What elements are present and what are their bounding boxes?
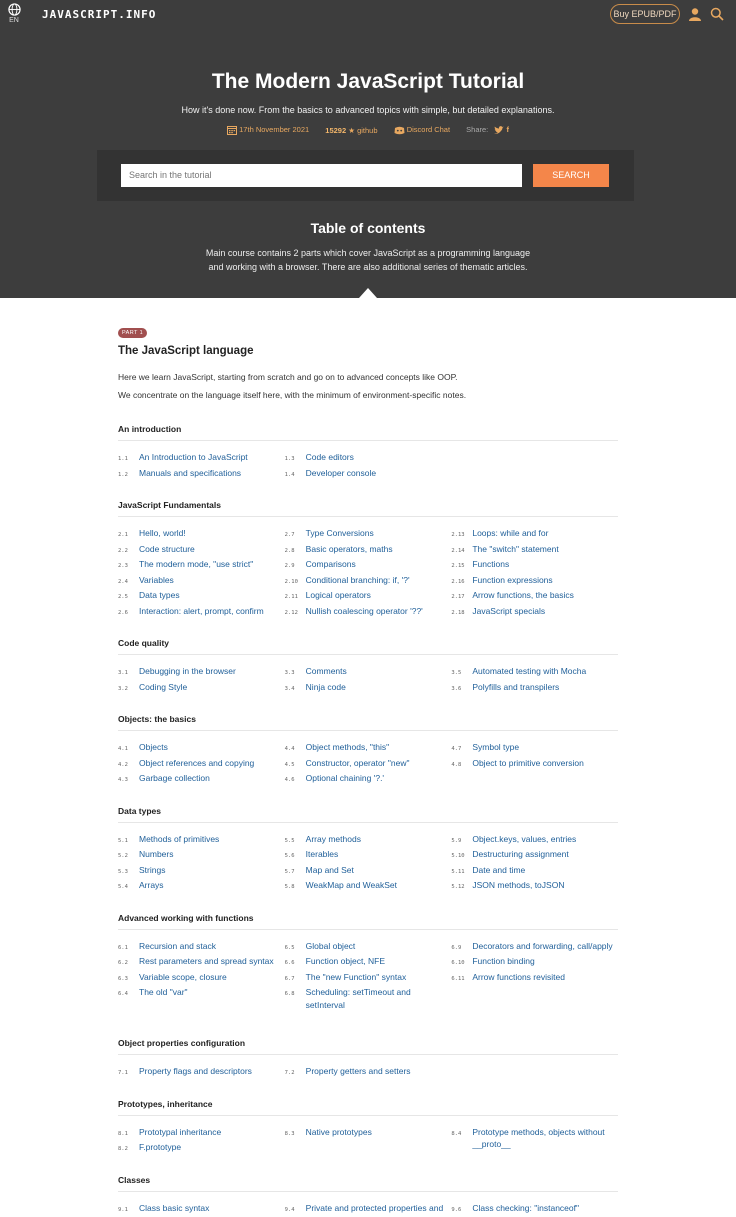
lesson-number: 5.3 <box>118 864 139 879</box>
discord-icon <box>394 126 405 135</box>
lesson-columns <box>118 1192 618 1217</box>
lesson-link[interactable]: The modern mode, "use strict" <box>139 558 282 573</box>
lesson-item <box>451 605 618 620</box>
lesson-number: 6.2 <box>118 955 139 970</box>
lesson-link[interactable]: WeakMap and WeakSet <box>306 879 449 894</box>
lesson-columns <box>118 441 618 482</box>
lesson-link[interactable]: Property getters and setters <box>306 1065 449 1080</box>
chapter-section <box>118 714 618 788</box>
lesson-item <box>451 971 618 986</box>
lesson-number: 3.3 <box>285 665 306 680</box>
buy-epub-button[interactable]: Buy EPUB/PDF <box>610 4 680 24</box>
lesson-number: 1.1 <box>118 451 139 466</box>
lesson-item <box>118 879 285 894</box>
lesson-number: 4.3 <box>118 772 139 787</box>
lesson-link[interactable]: Property flags and descriptors <box>139 1065 282 1080</box>
calendar-icon <box>227 125 237 135</box>
lesson-link[interactable]: Constructor, operator "new" <box>306 757 449 772</box>
lesson-column <box>451 1202 618 1217</box>
lesson-number: 5.11 <box>451 864 472 879</box>
lesson-link[interactable]: Interaction: alert, prompt, confirm <box>139 605 282 620</box>
lesson-link[interactable]: Object to primitive conversion <box>472 757 615 772</box>
lesson-number: 6.3 <box>118 971 139 986</box>
lesson-column <box>118 833 285 895</box>
lesson-link[interactable]: Arrow functions revisited <box>472 971 615 986</box>
lesson-link[interactable]: Symbol type <box>472 741 615 756</box>
lesson-column <box>285 741 452 788</box>
lesson-link[interactable]: Ninja code <box>306 681 449 696</box>
chapter-section <box>118 1175 618 1217</box>
chapter-title[interactable]: Object properties configuration <box>118 1038 618 1055</box>
star-icon: ★ <box>348 126 355 135</box>
lesson-column <box>118 940 285 1013</box>
github-label: github <box>357 126 377 135</box>
lesson-item <box>118 467 285 482</box>
lesson-item <box>285 681 452 696</box>
star-count: 15292 <box>325 126 346 135</box>
lesson-number: 2.9 <box>285 558 306 573</box>
lesson-number: 4.7 <box>451 741 472 756</box>
language-switcher[interactable] <box>7 3 21 24</box>
lesson-number: 2.7 <box>285 527 306 542</box>
lesson-item <box>118 543 285 558</box>
lesson-link[interactable]: Destructuring assignment <box>472 848 615 863</box>
lesson-number: 9.1 <box>118 1202 139 1217</box>
chapter-section <box>118 638 618 696</box>
twitter-icon[interactable] <box>494 126 504 135</box>
lesson-column <box>451 665 618 696</box>
lesson-column <box>118 527 285 620</box>
lesson-item <box>118 681 285 696</box>
lesson-item <box>451 681 618 696</box>
lesson-number: 5.10 <box>451 848 472 863</box>
lesson-number: 2.14 <box>451 543 472 558</box>
chapter-title[interactable]: Advanced working with functions <box>118 913 618 930</box>
lesson-item <box>118 1065 285 1080</box>
lesson-item <box>118 772 285 787</box>
lesson-item <box>285 527 452 542</box>
lesson-number: 5.9 <box>451 833 472 848</box>
lesson-item <box>285 589 452 604</box>
lesson-columns <box>118 1055 618 1081</box>
lesson-number: 2.17 <box>451 589 472 604</box>
language-label: EN <box>7 17 21 24</box>
lesson-number: 3.4 <box>285 681 306 696</box>
lesson-item <box>118 665 285 680</box>
lesson-link[interactable]: Map and Set <box>306 864 449 879</box>
lesson-column <box>285 1126 452 1157</box>
chapter-section <box>118 806 618 895</box>
lesson-column <box>118 1202 285 1217</box>
lesson-link[interactable]: Prototype methods, objects without __proto__ <box>472 1126 615 1151</box>
lesson-number: 8.3 <box>285 1126 306 1141</box>
lesson-columns <box>118 731 618 788</box>
lesson-number: 4.8 <box>451 757 472 772</box>
lesson-column <box>451 1126 618 1157</box>
lesson-item <box>285 451 452 466</box>
lesson-item <box>118 848 285 863</box>
search-icon[interactable] <box>710 7 724 21</box>
lesson-item <box>451 543 618 558</box>
lesson-item <box>451 574 618 589</box>
lesson-link[interactable]: Loops: while and for <box>472 527 615 542</box>
lesson-item <box>118 971 285 986</box>
lesson-link[interactable]: Recursion and stack <box>139 940 282 955</box>
lesson-number: 4.2 <box>118 757 139 772</box>
lesson-number: 2.2 <box>118 543 139 558</box>
lesson-number: 4.4 <box>285 741 306 756</box>
lesson-number: 1.3 <box>285 451 306 466</box>
lesson-number: 2.3 <box>118 558 139 573</box>
lesson-link[interactable]: Scheduling: setTimeout and setInterval <box>306 986 449 1011</box>
lesson-column <box>451 1065 618 1081</box>
lesson-number: 2.12 <box>285 605 306 620</box>
lesson-columns <box>118 1116 618 1157</box>
lesson-column <box>285 1065 452 1081</box>
lesson-item <box>285 971 452 986</box>
lesson-item <box>118 451 285 466</box>
lesson-number: 1.4 <box>285 467 306 482</box>
lesson-number: 5.8 <box>285 879 306 894</box>
lesson-number: 9.6 <box>451 1202 472 1217</box>
lesson-item <box>118 527 285 542</box>
lesson-link[interactable]: F.prototype <box>139 1141 282 1156</box>
lesson-item <box>451 589 618 604</box>
lesson-link[interactable]: Code editors <box>306 451 449 466</box>
lesson-link[interactable]: Functions <box>472 558 615 573</box>
lesson-number: 2.13 <box>451 527 472 542</box>
lesson-link[interactable]: Class basic syntax <box>139 1202 282 1217</box>
chapter-section <box>118 913 618 1013</box>
lesson-link[interactable]: Methods of primitives <box>139 833 282 848</box>
lesson-item <box>285 1126 452 1141</box>
lesson-link[interactable]: Debugging in the browser <box>139 665 282 680</box>
lesson-number: 5.4 <box>118 879 139 894</box>
lesson-column <box>285 451 452 482</box>
chapter-title[interactable]: An introduction <box>118 424 618 441</box>
lesson-column <box>451 833 618 895</box>
hero-notch <box>359 288 377 298</box>
site-logo[interactable]: JAVASCRIPT.INFO <box>42 8 156 21</box>
chapter-section <box>118 500 618 620</box>
top-bar <box>0 0 736 30</box>
lesson-link[interactable]: Developer console <box>306 467 449 482</box>
chapter-sections <box>118 424 618 1217</box>
lesson-item <box>118 864 285 879</box>
lesson-item <box>118 589 285 604</box>
lesson-link[interactable]: Function object, NFE <box>306 955 449 970</box>
lesson-link[interactable]: The "new Function" syntax <box>306 971 449 986</box>
lesson-columns <box>118 655 618 696</box>
lesson-column <box>118 1065 285 1081</box>
lesson-item <box>451 1126 618 1151</box>
lesson-number: 7.1 <box>118 1065 139 1080</box>
lesson-link[interactable]: Data types <box>139 589 282 604</box>
lesson-item <box>285 772 452 787</box>
lesson-number: 6.10 <box>451 955 472 970</box>
lesson-item <box>118 955 285 970</box>
page-subtitle: How it's done now. From the basics to advanced topics with simple, but detailed explanations. <box>0 105 736 115</box>
lesson-item <box>285 1202 452 1217</box>
lesson-item <box>451 757 618 772</box>
chapter-title[interactable]: Prototypes, inheritance <box>118 1099 618 1116</box>
part-title[interactable]: The JavaScript language <box>118 345 618 357</box>
lesson-number: 5.7 <box>285 864 306 879</box>
lesson-item <box>118 986 285 1001</box>
lesson-number: 1.2 <box>118 467 139 482</box>
lesson-number: 2.11 <box>285 589 306 604</box>
lesson-number: 3.5 <box>451 665 472 680</box>
share-label: Share: <box>466 125 488 134</box>
lesson-link[interactable]: Type Conversions <box>306 527 449 542</box>
lesson-item <box>285 665 452 680</box>
lesson-link[interactable]: JavaScript specials <box>472 605 615 620</box>
lesson-number: 8.4 <box>451 1126 472 1151</box>
toc-description: Main course contains 2 parts which cover JavaScript as a programming language and working with a browser. There are also additional series of thematic articles. <box>200 246 536 274</box>
share-group <box>466 125 509 135</box>
lesson-link[interactable]: Manuals and specifications <box>139 467 282 482</box>
lesson-item <box>285 467 452 482</box>
lesson-item <box>285 940 452 955</box>
lesson-item <box>118 757 285 772</box>
lesson-number: 5.2 <box>118 848 139 863</box>
lesson-number: 8.2 <box>118 1141 139 1156</box>
lesson-number: 3.6 <box>451 681 472 696</box>
lesson-link[interactable]: The "switch" statement <box>472 543 615 558</box>
lesson-number: 7.2 <box>285 1065 306 1080</box>
github-link[interactable] <box>325 126 377 135</box>
lesson-number: 4.6 <box>285 772 306 787</box>
lesson-number: 6.5 <box>285 940 306 955</box>
lesson-link[interactable]: Code structure <box>139 543 282 558</box>
lesson-number: 2.15 <box>451 558 472 573</box>
lesson-columns <box>118 930 618 1013</box>
chapter-title[interactable]: Classes <box>118 1175 618 1192</box>
lesson-column <box>451 940 618 1013</box>
lesson-column <box>118 665 285 696</box>
lesson-item <box>285 955 452 970</box>
part-badge: PART 1 <box>118 328 147 338</box>
user-icon[interactable] <box>688 7 702 21</box>
lesson-item <box>118 558 285 573</box>
search-button[interactable]: SEARCH <box>533 164 609 187</box>
lesson-number: 2.8 <box>285 543 306 558</box>
lesson-item <box>118 833 285 848</box>
lesson-column <box>285 665 452 696</box>
lesson-number: 6.7 <box>285 971 306 986</box>
lesson-column <box>451 741 618 788</box>
lesson-number: 2.5 <box>118 589 139 604</box>
lesson-number: 3.1 <box>118 665 139 680</box>
lesson-item <box>285 757 452 772</box>
lesson-number: 2.4 <box>118 574 139 589</box>
lesson-column <box>285 833 452 895</box>
lesson-link[interactable]: Function expressions <box>472 574 615 589</box>
lesson-link[interactable]: Object methods, "this" <box>306 741 449 756</box>
chapter-section <box>118 1038 618 1081</box>
lesson-link[interactable]: Polyfills and transpilers <box>472 681 615 696</box>
lesson-item <box>451 558 618 573</box>
lesson-link[interactable]: Automated testing with Mocha <box>472 665 615 680</box>
lesson-item <box>285 879 452 894</box>
lesson-item <box>118 1141 285 1156</box>
lesson-item <box>118 605 285 620</box>
lesson-link[interactable]: Native prototypes <box>306 1126 449 1141</box>
lesson-item <box>118 1126 285 1141</box>
lesson-link[interactable]: Coding Style <box>139 681 282 696</box>
lesson-link[interactable]: Class checking: "instanceof" <box>472 1202 615 1217</box>
date-info <box>227 125 309 135</box>
lesson-link[interactable]: Function binding <box>472 955 615 970</box>
lesson-column <box>118 1126 285 1157</box>
lesson-column <box>118 741 285 788</box>
lesson-number: 6.8 <box>285 986 306 1011</box>
lesson-link[interactable]: The old "var" <box>139 986 282 1001</box>
lesson-link[interactable]: Global object <box>306 940 449 955</box>
lesson-link[interactable]: Objects <box>139 741 282 756</box>
lesson-link[interactable]: Hello, world! <box>139 527 282 542</box>
toc-title: Table of contents <box>0 220 736 236</box>
lesson-number: 4.1 <box>118 741 139 756</box>
lesson-number: 2.18 <box>451 605 472 620</box>
lesson-link[interactable]: Array methods <box>306 833 449 848</box>
chapter-section <box>118 424 618 482</box>
lesson-link[interactable]: An Introduction to JavaScript <box>139 451 282 466</box>
lesson-number: 4.5 <box>285 757 306 772</box>
part-description <box>118 369 618 404</box>
lesson-number: 8.1 <box>118 1126 139 1141</box>
lesson-link[interactable]: Conditional branching: if, '?' <box>306 574 449 589</box>
discord-label: Discord Chat <box>407 125 450 134</box>
lesson-column <box>118 451 285 482</box>
lesson-link[interactable]: Arrow functions, the basics <box>472 589 615 604</box>
lesson-number: 3.2 <box>118 681 139 696</box>
lesson-columns <box>118 823 618 895</box>
discord-link[interactable] <box>394 125 450 135</box>
lesson-item <box>451 879 618 894</box>
lesson-item <box>451 833 618 848</box>
lesson-item <box>451 940 618 955</box>
lesson-item <box>451 848 618 863</box>
lesson-column <box>285 940 452 1013</box>
lesson-link[interactable]: Iterables <box>306 848 449 863</box>
lesson-link[interactable]: Decorators and forwarding, call/apply <box>472 940 615 955</box>
lesson-item <box>285 848 452 863</box>
lesson-item <box>285 574 452 589</box>
lesson-item <box>118 940 285 955</box>
lesson-number: 6.6 <box>285 955 306 970</box>
lesson-link[interactable]: Date and time <box>472 864 615 879</box>
lesson-link[interactable]: Variable scope, closure <box>139 971 282 986</box>
lesson-item <box>451 741 618 756</box>
lesson-link[interactable]: Numbers <box>139 848 282 863</box>
lesson-link[interactable]: Object.keys, values, entries <box>472 833 615 848</box>
lesson-item <box>285 864 452 879</box>
lesson-item <box>285 543 452 558</box>
lesson-link[interactable]: Optional chaining '?.' <box>306 772 449 787</box>
lesson-link[interactable]: JSON methods, toJSON <box>472 879 615 894</box>
part-description-line: Here we learn JavaScript, starting from scratch and go on to advanced concepts like OOP. <box>118 369 618 387</box>
lesson-item <box>451 955 618 970</box>
lesson-link[interactable]: Strings <box>139 864 282 879</box>
lesson-column <box>285 1202 452 1217</box>
lesson-item <box>451 665 618 680</box>
chapter-title[interactable]: Objects: the basics <box>118 714 618 731</box>
lesson-link[interactable]: Basic operators, maths <box>306 543 449 558</box>
lesson-item <box>285 1065 452 1080</box>
lesson-column <box>285 527 452 620</box>
page-title: The Modern JavaScript Tutorial <box>0 70 736 94</box>
search-panel <box>97 150 634 201</box>
lesson-number: 5.6 <box>285 848 306 863</box>
facebook-icon[interactable]: f <box>506 125 509 134</box>
lesson-number: 6.1 <box>118 940 139 955</box>
lesson-column <box>451 451 618 482</box>
lesson-item <box>451 864 618 879</box>
chapter-section <box>118 1099 618 1157</box>
search-input[interactable] <box>121 164 522 187</box>
lesson-link[interactable]: Logical operators <box>306 589 449 604</box>
lesson-number: 2.1 <box>118 527 139 542</box>
lesson-number: 6.11 <box>451 971 472 986</box>
lesson-number: 9.4 <box>285 1202 306 1217</box>
lesson-number: 6.4 <box>118 986 139 1001</box>
lesson-link[interactable]: Variables <box>139 574 282 589</box>
toc-content <box>118 326 618 1217</box>
lesson-number: 5.12 <box>451 879 472 894</box>
chapter-title[interactable]: Code quality <box>118 638 618 655</box>
lesson-item <box>285 558 452 573</box>
hero-banner <box>0 0 736 298</box>
lesson-item <box>285 605 452 620</box>
lesson-link[interactable]: Rest parameters and spread syntax <box>139 955 282 970</box>
lesson-number: 6.9 <box>451 940 472 955</box>
lesson-link[interactable]: Arrays <box>139 879 282 894</box>
lesson-item <box>118 741 285 756</box>
lesson-link[interactable]: Nullish coalescing operator '??' <box>306 605 449 620</box>
globe-icon <box>8 3 21 16</box>
lesson-item <box>451 527 618 542</box>
part-description-line: We concentrate on the language itself here, with the minimum of environment-specific notes. <box>118 387 618 405</box>
lesson-item <box>285 986 452 1011</box>
chapter-title[interactable]: JavaScript Fundamentals <box>118 500 618 517</box>
lesson-item <box>285 741 452 756</box>
lesson-link[interactable]: Prototypal inheritance <box>139 1126 282 1141</box>
lesson-link[interactable]: Comparisons <box>306 558 449 573</box>
lesson-link[interactable]: Private and protected properties and <box>306 1202 449 1217</box>
lesson-item <box>118 574 285 589</box>
lesson-item <box>118 1202 285 1217</box>
lesson-columns <box>118 517 618 620</box>
lesson-item <box>451 1202 618 1217</box>
lesson-number: 5.1 <box>118 833 139 848</box>
meta-bar <box>0 125 736 135</box>
lesson-item <box>285 833 452 848</box>
lesson-number: 5.5 <box>285 833 306 848</box>
lesson-column <box>451 527 618 620</box>
lesson-number: 2.10 <box>285 574 306 589</box>
lesson-number: 2.6 <box>118 605 139 620</box>
lesson-link[interactable]: Garbage collection <box>139 772 282 787</box>
chapter-title[interactable]: Data types <box>118 806 618 823</box>
lesson-link[interactable]: Object references and copying <box>139 757 282 772</box>
date-text: 17th November 2021 <box>239 125 309 134</box>
lesson-number: 2.16 <box>451 574 472 589</box>
lesson-link[interactable]: Comments <box>306 665 449 680</box>
